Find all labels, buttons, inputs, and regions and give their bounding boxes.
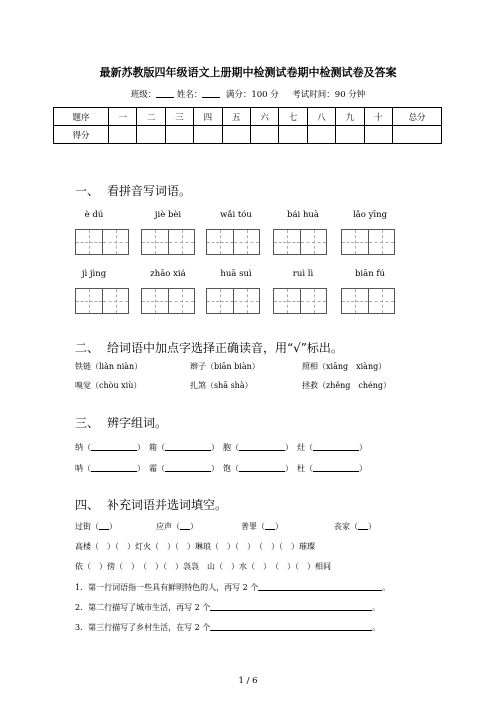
answer-blank[interactable] — [313, 441, 359, 451]
fill-line: 丧家（ ） — [334, 522, 376, 531]
score-cell[interactable] — [279, 126, 307, 144]
section-4-heading: 四、 补充词语并选词填空。 — [75, 498, 228, 512]
page-title: 最新苏教版四年级语文上册期中检测试卷期中检测试卷及答案 — [99, 66, 397, 79]
answer-blank[interactable] — [180, 520, 190, 530]
answer-blank[interactable] — [91, 441, 137, 451]
reading-item: 拯救（zhěng chéng） — [302, 381, 392, 390]
writing-grid[interactable] — [341, 229, 395, 255]
writing-grid[interactable] — [273, 288, 327, 314]
writing-grid[interactable] — [141, 288, 195, 314]
score-header-row — [54, 108, 442, 126]
pinyin-label: bái huà — [287, 210, 319, 220]
answer-blank[interactable] — [358, 520, 368, 530]
writing-grid[interactable] — [341, 288, 395, 314]
word-group-line: 纳（ ） 箱（ ） 胞（ ） 灶（ ） — [75, 443, 367, 452]
pinyin-label: jiè bèi — [154, 210, 182, 220]
score-header-cell: 题序 — [54, 108, 109, 126]
score-row-label: 得分 — [54, 126, 109, 144]
score-cell[interactable] — [137, 126, 165, 144]
writing-grid[interactable] — [206, 229, 260, 255]
score-header-cell: 一 — [109, 108, 137, 126]
exam-info: 班级： 姓名： 满分：100 分 考试时间：90 分钟 — [130, 90, 366, 100]
writing-grid[interactable] — [75, 229, 129, 255]
answer-blank[interactable] — [91, 462, 137, 472]
writing-grid[interactable] — [141, 229, 195, 255]
score-header-cell: 三 — [165, 108, 193, 126]
score-header-cell: 八 — [307, 108, 335, 126]
answer-blank[interactable] — [210, 621, 372, 631]
question-2: 2．第二行描写了城市生活，再写 2 个 。 — [75, 603, 381, 612]
score-header-cell: 四 — [194, 108, 222, 126]
question-3: 3．第三行描写了乡村生活，在写 2 个 。 — [75, 623, 381, 632]
fill-line[interactable]: 高楼（ ）（ ）灯火（ ）（ ）琳琅（ ）（ ） （ ）（ ）璀璨 — [75, 542, 315, 551]
answer-blank[interactable] — [258, 581, 382, 591]
answer-blank[interactable] — [210, 601, 372, 611]
page-number: 1 / 6 — [238, 676, 258, 686]
reading-item: 照相（xiāng xiàng） — [302, 362, 387, 371]
fill-line: 过街（ ） — [75, 522, 117, 531]
score-header-cell: 十 — [364, 108, 392, 126]
answer-blank[interactable] — [165, 441, 211, 451]
score-cell[interactable] — [109, 126, 137, 144]
answer-blank[interactable] — [239, 462, 285, 472]
pinyin-label: ruì lì — [292, 269, 314, 279]
score-header-cell: 五 — [222, 108, 250, 126]
class-blank[interactable] — [156, 89, 174, 98]
answer-blank[interactable] — [165, 462, 211, 472]
reading-item: 铁链（liàn niàn） — [75, 362, 143, 371]
pinyin-label: biān fú — [354, 269, 386, 279]
score-header-cell: 二 — [137, 108, 165, 126]
answer-blank[interactable] — [313, 462, 359, 472]
answer-blank[interactable] — [265, 520, 275, 530]
score-header-cell: 六 — [250, 108, 278, 126]
score-header-cell: 九 — [336, 108, 364, 126]
pinyin-label: zhāo xiá — [150, 269, 186, 279]
answer-blank[interactable] — [99, 520, 109, 530]
score-cell[interactable] — [194, 126, 222, 144]
pinyin-label: lǎo yīng — [352, 210, 388, 220]
pinyin-label: wǎi tóu — [220, 210, 252, 220]
answer-blank[interactable] — [239, 441, 285, 451]
reading-item: 扎煞（shā shà） — [190, 381, 253, 390]
question-1: 1．第一行词语指一些具有鲜明特色的人，再写 2 个 。 — [75, 583, 391, 592]
writing-grid[interactable] — [206, 288, 260, 314]
score-table — [53, 107, 442, 144]
writing-grid[interactable] — [273, 229, 327, 255]
reading-item: 嗅觉（chòu xiù） — [75, 381, 142, 390]
fill-line[interactable]: 依（ ）傍（ ） （ ）（ ）袅袅 山（ ）水（ ） （ ）（ ）相间 — [75, 562, 331, 571]
section-1-heading: 一、 看拼音写词语。 — [75, 184, 192, 198]
score-cell[interactable] — [307, 126, 335, 144]
fill-line: 应声（ ） — [156, 522, 198, 531]
fill-line: 普罪（ ） — [241, 522, 283, 531]
pinyin-label: huā suì — [220, 269, 252, 279]
score-cell[interactable] — [364, 126, 392, 144]
score-header-cell: 七 — [279, 108, 307, 126]
section-3-heading: 三、 辨字组词。 — [75, 416, 168, 430]
score-cell[interactable] — [393, 126, 442, 144]
score-cell[interactable] — [222, 126, 250, 144]
section-2-heading: 二、 给词语中加点字选择正确读音，用“√”标出。 — [75, 341, 343, 355]
score-cell[interactable] — [250, 126, 278, 144]
pinyin-label: è dú — [84, 210, 104, 220]
word-group-line: 呐（ ） 霜（ ） 饱（ ） 杜（ ） — [75, 464, 367, 473]
score-cell[interactable] — [165, 126, 193, 144]
score-row — [54, 126, 442, 144]
reading-item: 辫子（biān biàn） — [190, 362, 260, 371]
writing-grid[interactable] — [75, 288, 129, 314]
name-blank[interactable] — [202, 89, 220, 98]
pinyin-label: jì jìng — [81, 269, 107, 279]
score-header-cell: 总分 — [393, 108, 442, 126]
score-cell[interactable] — [336, 126, 364, 144]
